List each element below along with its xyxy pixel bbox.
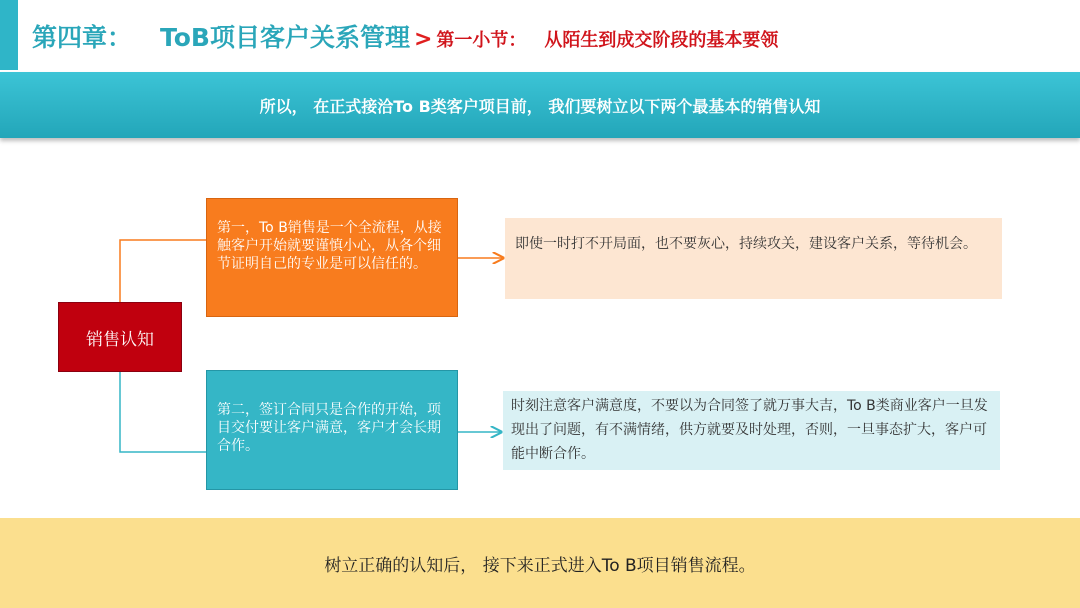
branch-node-2-text: 第二，签订合同只是合作的开始，项目交付要让客户满意，客户才会长期合作。 [217, 402, 441, 454]
branch-node-1 [206, 198, 458, 317]
intro-banner-text: 所以， 在正式接洽To B类客户项目前， 我们要树立以下两个最基本的销售认知 [259, 96, 821, 116]
connector-root-to-branch-1 [120, 240, 206, 302]
note-box-2 [503, 391, 1000, 470]
page-title [32, 18, 778, 58]
chapter-topic: ToB项目客户关系管理 [160, 23, 410, 52]
branch-node-1-text: 第一，To B销售是一个全流程，从接触客户开始就要谨慎小心，从各个细节证明自己的专业是可以信任的。 [217, 220, 442, 272]
breadcrumb-separator: > [413, 27, 433, 52]
note-box-1 [505, 218, 1002, 299]
section-label: 第一小节： [436, 30, 527, 51]
root-node [58, 302, 182, 372]
section-title: 从陌生到成交阶段的基本要领 [544, 30, 779, 51]
footer-banner [0, 518, 1080, 608]
footer-text: 树立正确的认知后， 接下来正式进入To B项目销售流程。 [324, 555, 756, 576]
root-node-label: 销售认知 [86, 329, 154, 350]
chapter-label: 第四章： [32, 23, 133, 52]
header-accent-bar [0, 0, 18, 70]
connector-root-to-branch-2 [120, 372, 206, 452]
branch-node-2 [206, 370, 458, 490]
intro-banner [0, 72, 1080, 138]
note-box-1-text: 即使一时打不开局面，也不要灰心，持续攻关，建设客户关系，等待机会。 [515, 236, 977, 252]
note-box-2-text: 时刻注意客户满意度，不要以为合同签了就万事大吉，To B类商业客户一旦发现出了问题，有不满情绪，供方就要及时处理，否则，一旦事态扩大，客户可能中断合作。 [511, 398, 988, 462]
